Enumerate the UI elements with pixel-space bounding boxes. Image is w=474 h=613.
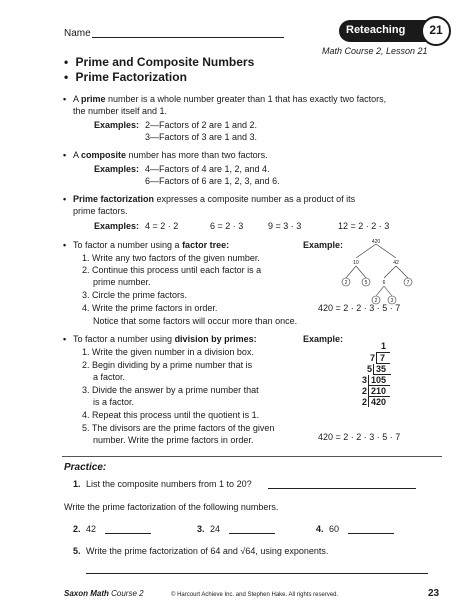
q1-text: List the composite numbers from 1 to 20? [86,479,252,489]
division-intro: To factor a number using division by primes: [73,334,257,344]
ladder-quotient: 1 [381,341,387,351]
factor-tree-diagram [332,236,422,306]
ladder-dividend: 35 [376,364,387,374]
radical-symbol: √64 [240,546,256,556]
q2-number: 2. [73,524,81,534]
division-step-2: 2. Begin dividing by a prime number that is [82,360,253,370]
title-bullet-icon: • [64,55,69,69]
page-title-1: • Prime and Composite Numbers [64,55,255,69]
tree-node: 42 [393,260,399,266]
division-step-5-cont: number. Write the prime factors in order. [93,435,254,445]
division-step-4: 4. Repeat this process until the quotient is 1. [82,410,260,420]
reteaching-label: Reteaching [346,24,406,36]
ladder-divisor: 5 [367,364,373,374]
tree-node: 7 [406,280,410,286]
ladder-divisor: 2 [362,397,368,407]
tree-intro: To factor a number using a factor tree: [73,240,230,250]
name-field[interactable] [92,28,284,38]
ladder-dividend: 7 [380,353,386,363]
practice-instruction: Write the prime factorization of the following numbers. [64,502,279,512]
q4-number: 4. [316,524,324,534]
division-step-5: 5. The divisors are the prime factors of the given [82,423,275,433]
q3-text: 24 [210,524,221,534]
footer-brand: Saxon Math Course 2 [64,589,144,598]
ladder-dividend: 105 [371,375,387,385]
tree-step-2: 2. Continue this process until each factor is a [82,265,262,275]
prime-examples-label: Examples: [94,120,140,130]
factorization-example-1: 4 = 2 · 2 [145,221,179,231]
ladder-divisor: 7 [370,353,376,363]
tree-node: 5 [364,280,368,286]
tree-step-2-cont: prime number. [93,277,151,287]
factorization-example-3: 9 = 3 · 3 [268,221,302,231]
division-step-1: 1. Write the given number in a division box. [82,347,254,357]
title-bullet-icon: • [64,70,69,84]
composite-definition: A composite number has more than two factors. [73,150,268,160]
section-divider [62,456,442,457]
factorization-example-4: 12 = 2 · 2 · 3 [338,221,390,231]
composite-example-1: 4—Factors of 4 are 1, 2, and 4. [145,164,270,174]
division-result: 420 = 2 · 2 · 3 · 5 · 7 [318,432,401,442]
q5-text: Write the prime factorization of 64 and √64, using exponents. [86,546,329,556]
lesson-number: 21 [429,23,443,37]
q3-answer-field[interactable] [229,524,275,534]
page-number: 23 [428,588,440,599]
prime-example-1: 2—Factors of 2 are 1 and 2. [145,120,258,130]
ladder-dividend: 210 [371,386,387,396]
ladder-divisor: 3 [362,375,368,385]
q5-answer-field[interactable] [86,564,428,574]
prime-definition: A prime number is a whole number greater than 1 that has exactly two factors, [73,94,387,104]
q3-number: 3. [197,524,205,534]
composite-example-2: 6—Factors of 6 are 1, 2, 3, and 6. [145,176,280,186]
tree-step-1: 1. Write any two factors of the given number. [82,253,260,263]
practice-heading: Practice: [64,462,107,473]
prime-definition-line2: the number itself and 1. [73,106,168,116]
tree-node: 10 [353,260,359,266]
tree-step-3: 3. Circle the prime factors. [82,290,188,300]
tree-node: 6 [382,280,386,286]
q5-number: 5. [73,546,81,556]
q1-answer-field[interactable] [268,479,416,489]
division-step-2-cont: a factor. [93,372,126,382]
q1-number: 1. [73,479,81,489]
tree-example-label: Example: [303,240,344,250]
composite-examples-label: Examples: [94,164,140,174]
factorization-definition: Prime factorization expresses a composite number as a product of its [73,194,356,204]
tree-node: 420 [371,239,381,245]
tree-step-4: 4. Write the prime factors in order. [82,303,218,313]
division-step-3-cont: is a factor. [93,397,135,407]
tree-step-note: Notice that some factors will occur more than once. [93,316,298,326]
tree-result: 420 = 2 · 2 · 3 · 5 · 7 [318,303,401,313]
page-title-2: • Prime Factorization [64,70,187,84]
q2-text: 42 [86,524,97,534]
tree-node: 2 [374,298,378,304]
factorization-definition-line2: prime factors. [73,206,128,216]
q2-answer-field[interactable] [105,524,151,534]
prime-example-2: 3—Factors of 3 are 1 and 3. [145,132,258,142]
tree-node: 2 [344,280,348,286]
q4-text: 60 [329,524,340,534]
division-step-3: 3. Divide the answer by a prime number that [82,385,259,395]
ladder-dividend: 420 [371,397,387,407]
ladder-divisor: 2 [362,386,368,396]
tree-node: 3 [390,298,394,304]
q4-answer-field[interactable] [348,524,394,534]
course-line: Math Course 2, Lesson 21 [322,46,428,56]
name-label: Name [64,28,91,39]
factorization-example-2: 6 = 2 · 3 [210,221,244,231]
division-example-label: Example: [303,334,344,344]
footer-copyright: © Harcourt Achieve Inc. and Stephen Hake. All rights reserved. [171,592,339,598]
factorization-examples-label: Examples: [94,221,140,231]
